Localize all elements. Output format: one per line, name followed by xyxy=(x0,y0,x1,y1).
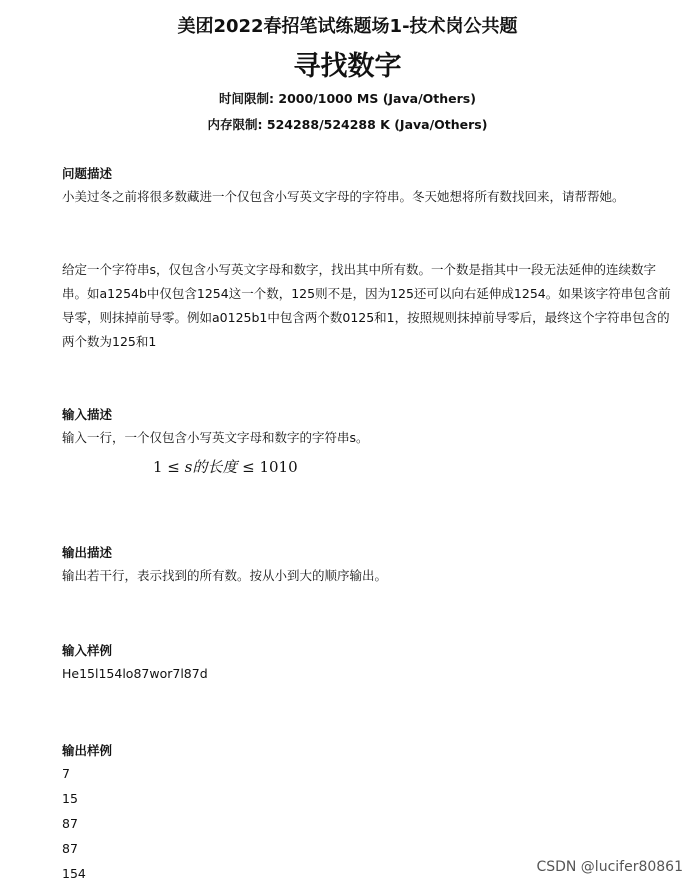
formula-upper-bound: ≤ 1010 xyxy=(237,458,298,476)
contest-title: 美团2022春招笔试练题场1-技术岗公共题 xyxy=(177,16,518,37)
formula-variable: s的长度 xyxy=(184,458,238,476)
problem-description-text: 小美过冬之前将很多数藏进一个仅包含小写英文字母的字符串。冬天她想将所有数找回来，请帮帮她。 xyxy=(62,189,625,204)
sample-output-heading: 输出样例 xyxy=(62,743,113,758)
sample-output-line: 154 xyxy=(62,866,86,881)
length-constraint-formula xyxy=(153,456,298,477)
problem-description-heading: 问题描述 xyxy=(62,166,113,181)
csdn-watermark: CSDN @lucifer80861 xyxy=(536,859,683,875)
problem-title: 寻找数字 xyxy=(293,51,402,82)
sample-input-text: He15l154lo87wor7l87d xyxy=(62,666,208,681)
sample-output-line: 7 xyxy=(62,766,70,781)
input-description-text: 输入一行，一个仅包含小写英文字母和数字的字符串s。 xyxy=(62,430,369,445)
output-description-heading: 输出描述 xyxy=(62,545,113,560)
sample-input-heading: 输入样例 xyxy=(62,643,113,658)
problem-detail-text: 给定一个字符串s，仅包含小写英文字母和数字，找出其中所有数。一个数是指其中一段无法延伸的连续数字串。如a1254b中仅包含1254这一个数，125则不是，因为125还可以向右延伸成1254。如果该字符串包含前导零，则抹掉前导零。例如a0125b1中包含两个数0125和1，按照规则抹掉前导零后，最终这个字符串包含的两个数为125和1 xyxy=(62,262,671,349)
input-description-heading: 输入描述 xyxy=(62,407,113,422)
sample-output-line: 15 xyxy=(62,791,78,806)
formula-lower-bound: 1 ≤ xyxy=(153,458,185,476)
sample-output-line: 87 xyxy=(62,841,78,856)
output-description-text: 输出若干行，表示找到的所有数。按从小到大的顺序输出。 xyxy=(62,568,388,583)
memory-limit: 内存限制: 524288/524288 K (Java/Others) xyxy=(207,117,488,132)
time-limit: 时间限制: 2000/1000 MS (Java/Others) xyxy=(219,91,476,106)
sample-output-line: 87 xyxy=(62,816,78,831)
